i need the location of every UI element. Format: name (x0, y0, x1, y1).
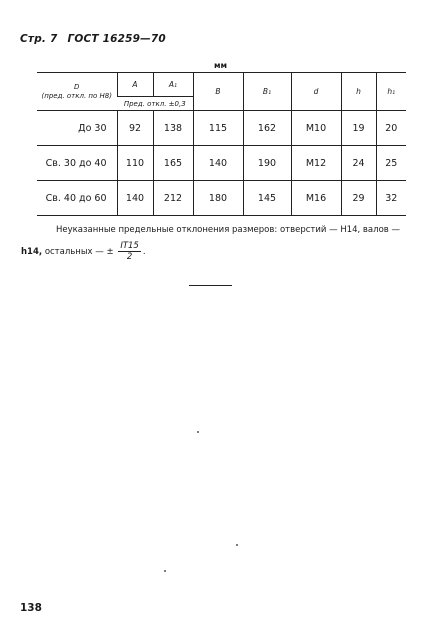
cell-a: 92 (117, 111, 153, 146)
cell-a1: 165 (153, 146, 193, 181)
footnote-shaft-tolerance: h14, (21, 247, 43, 257)
cell-h: 24 (341, 146, 376, 181)
fraction-numerator: IT15 (120, 241, 139, 251)
tolerance-note: Пред. откл. ±0,3 (117, 97, 193, 111)
tolerance-footnote (21, 223, 411, 262)
header-h1: h₁ (376, 73, 406, 111)
header-d-label: D (74, 83, 80, 91)
footnote-line-2 (21, 241, 411, 262)
page-header (20, 33, 166, 45)
cell-thread: M10 (291, 111, 341, 146)
page-label: Стр. 7 (20, 33, 58, 45)
cell-b: 140 (193, 146, 243, 181)
cell-a1: 138 (153, 111, 193, 146)
units-label: мм (214, 61, 228, 70)
cell-h1: 25 (376, 146, 406, 181)
cell-d: Св. 30 до 40 (37, 146, 117, 181)
header-b: B (193, 73, 243, 111)
footnote-other: остальных — ± (44, 247, 114, 257)
section-divider (189, 285, 232, 286)
footnote-line-1: Неуказанные предельные отклонения размеров: отверстий — H14, валов — (56, 225, 400, 235)
table-row (37, 146, 406, 181)
scan-speck (164, 570, 166, 572)
cell-a: 140 (117, 181, 153, 216)
cell-thread: M12 (291, 146, 341, 181)
fraction (118, 241, 141, 262)
cell-b1: 190 (243, 146, 291, 181)
header-a1: A₁ (153, 73, 193, 97)
cell-d: Св. 40 до 60 (37, 181, 117, 216)
header-a: A (117, 73, 153, 97)
cell-b1: 145 (243, 181, 291, 216)
header-b1: B₁ (243, 73, 291, 111)
cell-h: 19 (341, 111, 376, 146)
footnote-end: . (142, 247, 146, 257)
scan-speck (236, 544, 238, 546)
cell-h1: 32 (376, 181, 406, 216)
cell-thread: M16 (291, 181, 341, 216)
header-h: h (341, 73, 376, 111)
table-row (37, 181, 406, 216)
cell-b1: 162 (243, 111, 291, 146)
page-number: 138 (20, 602, 42, 614)
cell-b: 180 (193, 181, 243, 216)
header-d (37, 73, 117, 111)
scan-speck (197, 431, 199, 433)
cell-d: До 30 (37, 111, 117, 146)
cell-h1: 20 (376, 111, 406, 146)
fraction-denominator: 2 (126, 252, 133, 262)
cell-a1: 212 (153, 181, 193, 216)
cell-b: 115 (193, 111, 243, 146)
standard-number: ГОСТ 16259—70 (67, 33, 166, 45)
header-d-thread: d (291, 73, 341, 111)
cell-h: 29 (341, 181, 376, 216)
table-row (37, 111, 406, 146)
header-d-note: (пред. откл. по H8) (41, 91, 112, 100)
dimensions-table (37, 72, 406, 216)
cell-a: 110 (117, 146, 153, 181)
